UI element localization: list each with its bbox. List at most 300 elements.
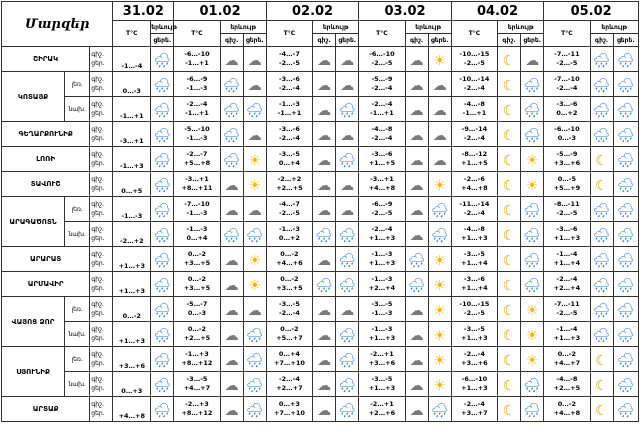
temperature-value: +4…+8 — [113, 397, 151, 422]
temperature-value: +3…+6 — [113, 347, 151, 372]
rain-icon: 🌧 — [523, 102, 542, 119]
night-label: գիշ. — [91, 276, 104, 283]
region-name: ԳԵՂԱՐՔՈՒՆԻՔ — [2, 122, 90, 147]
sun-icon — [243, 172, 266, 197]
temperature-value: -11…-14 -2…-4 — [451, 197, 497, 222]
rain-icon: 🌧 — [523, 402, 542, 419]
moon-icon — [498, 297, 521, 322]
moon-icon: ☾ — [595, 177, 608, 194]
temperature-value: -7…-11 -2…-5 — [544, 297, 590, 322]
phenomenon-header: երևույթ — [313, 21, 359, 34]
rain-icon: 🌧 — [153, 127, 172, 144]
cloud-icon: ☁ — [409, 127, 424, 144]
temperature-value: -1…+3 +8…+12 — [174, 347, 220, 372]
rain-icon: 🌧 — [245, 377, 264, 394]
sun-icon — [428, 297, 451, 322]
rain-icon — [220, 147, 243, 172]
sun-icon — [428, 47, 451, 72]
night-label: գիշ. — [91, 151, 104, 158]
cloud-icon: ☁ — [317, 402, 332, 419]
temperature-value: -7…-10 -1…-3 — [174, 197, 220, 222]
temperature-value: -1…-3 +1…+3 — [359, 322, 405, 347]
night-day-labels — [90, 397, 113, 422]
cloud-icon — [220, 322, 243, 347]
cloud-icon — [243, 297, 266, 322]
temperature-value: -2…+3 +8…+12 — [174, 397, 220, 422]
day-label: ցեր. — [91, 360, 105, 367]
cloud-icon: ☁ — [409, 227, 424, 244]
night-label: գիշ. — [91, 76, 104, 83]
cloud-icon: ☁ — [317, 127, 332, 144]
rain-icon: 🌧 — [523, 202, 542, 219]
temperature-value: 0…-3 — [113, 72, 151, 97]
rain-icon — [405, 272, 428, 297]
region-part: լեռ. — [65, 197, 90, 222]
moon-icon — [498, 147, 521, 172]
rain-icon — [521, 97, 544, 122]
rain-icon: 🌧 — [153, 52, 172, 69]
moon-icon: ☾ — [502, 227, 516, 244]
region-name: ՏԱՎՈՒՇ — [2, 172, 90, 197]
moon-icon: ☾ — [595, 152, 608, 169]
moon-icon — [498, 322, 521, 347]
temperature-value: -1…-3 0…+2 — [266, 222, 312, 247]
rain-icon: 🌧 — [616, 277, 635, 294]
temperature-value: -6…-9 -1…-3 — [174, 72, 220, 97]
date-header: 05.02 — [544, 2, 639, 21]
rain-icon — [336, 347, 359, 372]
sun-icon: ☀ — [248, 177, 262, 194]
temperature-value: -7…-11 -2…-5 — [544, 47, 590, 72]
rain-icon: 🌧 — [616, 227, 635, 244]
rain-icon — [313, 272, 336, 297]
rain-icon: 🌧 — [592, 252, 611, 269]
cloud-icon — [220, 197, 243, 222]
cloud-icon — [313, 347, 336, 372]
date-header: 31.02 — [113, 2, 174, 21]
table-row — [2, 122, 639, 147]
cloud-icon — [336, 197, 359, 222]
region-part: լեռ. — [65, 297, 90, 322]
rain-icon — [243, 397, 266, 422]
temperature-value: -2…-4 +3…+7 — [451, 397, 497, 422]
region-part: նախ. — [65, 322, 90, 347]
night-day-labels — [90, 72, 113, 97]
table-row — [2, 372, 639, 397]
sun-icon: ☀ — [248, 152, 262, 169]
day-label: ցեր. — [91, 285, 105, 292]
cloud-icon: ☁ — [432, 77, 447, 94]
cloud-icon — [405, 222, 428, 247]
rain-icon: 🌧 — [315, 277, 333, 294]
rain-icon — [336, 247, 359, 272]
temperature-value: 0…-2 +3…+5 — [174, 272, 220, 297]
moon-icon: ☾ — [502, 377, 516, 394]
cloud-icon: ☁ — [224, 202, 239, 219]
cloud-icon: ☁ — [247, 52, 262, 69]
rain-icon: 🌧 — [616, 202, 635, 219]
day-label: ցեր. — [91, 60, 105, 67]
cloud-icon — [521, 47, 544, 72]
day-subheader: ցերե. — [151, 34, 174, 47]
temperature-value: +1…+3 — [113, 322, 151, 347]
sun-icon: ☀ — [525, 327, 539, 344]
cloud-icon — [220, 172, 243, 197]
cloud-icon — [243, 47, 266, 72]
rain-icon: 🌧 — [153, 302, 172, 319]
temperature-value: -1…-4 — [113, 47, 151, 72]
rain-icon: 🌧 — [315, 227, 333, 244]
phenomenon-header: երևույթ — [498, 21, 544, 34]
region-name: ԱՐՏԱՔ — [2, 397, 90, 422]
rain-icon — [590, 222, 613, 247]
rain-icon — [151, 372, 174, 397]
temperature-value: 0…-2 +4…+6 — [266, 247, 312, 272]
rain-icon: 🌧 — [616, 302, 635, 319]
temperature-value: -5…-7 0…-3 — [174, 297, 220, 322]
temperature-value: -5…-9 +3…+6 — [544, 147, 590, 172]
rain-icon — [243, 347, 266, 372]
sun-icon: ☀ — [433, 52, 446, 69]
temperature-value: -2…-4 -1…+1 — [359, 97, 405, 122]
rain-icon: 🌧 — [338, 277, 357, 294]
sun-icon — [428, 272, 451, 297]
temperature-value: -6…-10 -1…+1 — [174, 47, 220, 72]
day-label: ցեր. — [91, 160, 105, 167]
cloud-icon: ☁ — [224, 302, 239, 319]
temperature-value: -1…-3 -1…+1 — [266, 97, 312, 122]
cloud-icon — [405, 97, 428, 122]
day-label: ցեր. — [91, 310, 105, 317]
rain-icon: 🌧 — [338, 402, 357, 419]
cloud-icon: ☁ — [340, 302, 355, 319]
rain-icon: 🌧 — [338, 152, 357, 169]
temp-header: T°C — [266, 21, 312, 47]
moon-icon — [498, 222, 521, 247]
cloud-icon: ☁ — [247, 302, 262, 319]
rain-icon: 🌧 — [245, 327, 264, 344]
temperature-value: -1…-3 +1…+3 — [359, 247, 405, 272]
temperature-value: -4…-8 -1…+1 — [451, 97, 497, 122]
rain-icon: 🌧 — [523, 77, 542, 94]
rain-icon: 🌧 — [245, 227, 264, 244]
rain-icon: 🌧 — [222, 77, 241, 94]
sun-icon: ☀ — [525, 177, 539, 194]
day-label: ցեր. — [91, 235, 105, 242]
day-label: ցեր. — [91, 85, 105, 92]
night-subheader: գիշ. — [405, 34, 428, 47]
rain-icon: 🌧 — [222, 227, 241, 244]
cloud-icon — [220, 372, 243, 397]
rain-icon — [336, 322, 359, 347]
night-day-labels — [90, 172, 113, 197]
day-subheader: ցերե. — [521, 34, 544, 47]
night-label: գիշ. — [91, 351, 104, 358]
cloud-icon: ☁ — [409, 52, 424, 69]
sun-icon: ☀ — [433, 327, 446, 344]
rain-icon: 🌧 — [338, 252, 357, 269]
temperature-value: -2…-4 +1…+3 — [359, 222, 405, 247]
day-subheader: ցերե. — [428, 34, 451, 47]
rain-icon — [151, 72, 174, 97]
cloud-icon: ☁ — [224, 277, 239, 294]
temperature-value: -1…-3 +2…+4 — [359, 272, 405, 297]
rain-icon — [151, 247, 174, 272]
sun-icon — [521, 147, 544, 172]
day-subheader: ցերե. — [336, 34, 359, 47]
rain-icon — [613, 322, 638, 347]
cloud-icon: ☁ — [340, 177, 355, 194]
rain-icon: 🌧 — [592, 202, 611, 219]
sun-icon: ☀ — [525, 302, 539, 319]
phenomenon-header: երևույթ — [220, 21, 266, 34]
moon-icon: ☾ — [595, 377, 608, 394]
night-label: գիշ. — [91, 376, 104, 383]
cloud-icon: ☁ — [432, 102, 447, 119]
rain-icon: 🌧 — [592, 102, 611, 119]
rain-icon: 🌧 — [222, 127, 241, 144]
table-row — [2, 72, 639, 97]
rain-icon: 🌧 — [430, 227, 449, 244]
cloud-icon: ☁ — [409, 377, 424, 394]
temperature-value: -1…+3 — [113, 147, 151, 172]
rain-icon: 🌧 — [338, 377, 357, 394]
temperature-value: -7…-10 -2…-4 — [544, 72, 590, 97]
moon-icon: ☾ — [502, 327, 516, 344]
cloud-icon — [313, 322, 336, 347]
temp-header: T°C — [451, 21, 497, 47]
day-label: ցեր. — [91, 210, 105, 217]
rain-icon: 🌧 — [592, 327, 611, 344]
temperature-value: -3…-6 -2…-4 — [266, 72, 312, 97]
cloud-icon: ☁ — [340, 77, 355, 94]
cloud-icon: ☁ — [340, 127, 355, 144]
temperature-value: -3…-6 0…+2 — [544, 97, 590, 122]
rain-icon — [151, 272, 174, 297]
cloud-icon: ☁ — [224, 177, 239, 194]
rain-icon: 🌧 — [245, 102, 264, 119]
cloud-icon: ☁ — [409, 402, 424, 419]
temperature-value: -1…-3 0…+4 — [174, 222, 220, 247]
cloud-icon: ☁ — [247, 77, 262, 94]
temperature-value: -8…-12 +1…+5 — [451, 147, 497, 172]
rain-icon — [613, 297, 638, 322]
cloud-icon: ☁ — [409, 302, 424, 319]
cloud-icon — [220, 397, 243, 422]
table-row — [2, 47, 639, 72]
night-day-labels — [90, 347, 113, 372]
temperature-value: +1…+3 — [113, 247, 151, 272]
cloud-icon: ☁ — [409, 327, 424, 344]
rain-icon — [313, 222, 336, 247]
temperature-value: -6…-9 -2…-5 — [359, 197, 405, 222]
cloud-icon: ☁ — [317, 352, 332, 369]
cloud-icon — [428, 97, 451, 122]
rain-icon — [521, 397, 544, 422]
cloud-icon — [313, 147, 336, 172]
rain-icon: 🌧 — [616, 152, 635, 169]
rain-icon — [151, 297, 174, 322]
rain-icon — [590, 272, 613, 297]
night-day-labels — [90, 372, 113, 397]
cloud-icon: ☁ — [317, 302, 332, 319]
rain-icon — [151, 347, 174, 372]
cloud-icon — [405, 72, 428, 97]
temperature-value: -2…-4 +2…+4 — [544, 272, 590, 297]
rain-icon: 🌧 — [430, 402, 449, 419]
temperature-value: -5…-9 -2…-4 — [359, 72, 405, 97]
cloud-icon — [313, 297, 336, 322]
rain-icon — [336, 397, 359, 422]
moon-icon — [498, 197, 521, 222]
region-part: նախ. — [65, 372, 90, 397]
temperature-value: -2…-4 +2…+7 — [266, 372, 312, 397]
night-subheader: գիշ. — [313, 34, 336, 47]
sun-icon: ☀ — [433, 177, 446, 194]
rain-icon: 🌧 — [592, 227, 611, 244]
night-day-labels — [90, 297, 113, 322]
night-label: գիշ. — [91, 226, 104, 233]
cloud-icon: ☁ — [409, 177, 424, 194]
cloud-icon — [405, 147, 428, 172]
date-header: 03.02 — [359, 2, 451, 21]
moon-icon: ☾ — [502, 302, 516, 319]
cloud-icon: ☁ — [340, 202, 355, 219]
rain-icon: 🌧 — [153, 252, 172, 269]
rain-icon — [151, 197, 174, 222]
rain-icon — [428, 397, 451, 422]
cloud-icon: ☁ — [409, 77, 424, 94]
cloud-icon: ☁ — [409, 152, 424, 169]
sun-icon — [428, 247, 451, 272]
rain-icon — [521, 197, 544, 222]
moon-icon — [498, 47, 521, 72]
night-subheader: գիշ. — [220, 34, 243, 47]
temperature-value: -1…-4 +1…+4 — [544, 247, 590, 272]
temperature-value: -3…-6 +1…+4 — [451, 272, 497, 297]
moon-icon — [498, 97, 521, 122]
rain-icon: 🌧 — [616, 252, 635, 269]
table-row — [2, 172, 639, 197]
rain-icon: 🌧 — [153, 352, 172, 369]
rain-icon — [521, 222, 544, 247]
moon-icon — [498, 122, 521, 147]
temperature-value: 0…-2 +4…+7 — [544, 347, 590, 372]
moon-icon — [498, 347, 521, 372]
sun-icon — [243, 247, 266, 272]
temp-header: T°C — [113, 21, 151, 47]
date-header: 01.02 — [174, 2, 266, 21]
cloud-icon: ☁ — [317, 327, 332, 344]
rain-icon: 🌧 — [616, 352, 635, 369]
table-row — [2, 297, 639, 322]
rain-icon — [243, 222, 266, 247]
night-label: գիշ. — [91, 51, 104, 58]
temperature-value: -3…-6 +1…+3 — [544, 222, 590, 247]
cloud-icon — [313, 72, 336, 97]
rain-icon — [613, 97, 638, 122]
cloud-icon: ☁ — [317, 152, 332, 169]
regions-header: Մարզեր — [2, 2, 113, 47]
rain-icon — [428, 222, 451, 247]
moon-icon: ☾ — [502, 277, 516, 294]
temperature-value: -3…-5 +4…+7 — [174, 372, 220, 397]
rain-icon — [590, 322, 613, 347]
cloud-icon — [336, 122, 359, 147]
cloud-icon — [428, 122, 451, 147]
night-subheader: գիշ. — [590, 34, 613, 47]
rain-icon: 🌧 — [592, 127, 611, 144]
rain-icon: 🌧 — [153, 227, 172, 244]
cloud-icon — [313, 47, 336, 72]
temperature-value: -4…-7 -2…-5 — [266, 197, 312, 222]
cloud-icon — [220, 47, 243, 72]
moon-icon: ☾ — [502, 252, 516, 269]
temperature-value: -2…-4 -1…+1 — [174, 97, 220, 122]
night-day-labels — [90, 47, 113, 72]
temperature-value: -6…-10 +1…+3 — [451, 372, 497, 397]
cloud-icon — [428, 72, 451, 97]
phenomenon-header: երևույթ — [590, 21, 639, 34]
moon-icon: ☾ — [502, 402, 516, 419]
temperature-value: -2…+1 +2…+6 — [359, 397, 405, 422]
temperature-value: -9…-14 -2…-4 — [451, 122, 497, 147]
rain-icon — [151, 47, 174, 72]
rain-icon — [521, 372, 544, 397]
sun-icon: ☀ — [433, 352, 446, 369]
rain-icon — [521, 272, 544, 297]
rain-icon: 🌧 — [523, 277, 542, 294]
temperature-value: +1…+3 — [113, 272, 151, 297]
rain-icon — [613, 247, 638, 272]
rain-icon — [613, 72, 638, 97]
sun-icon: ☀ — [433, 302, 446, 319]
cloud-icon: ☁ — [409, 202, 424, 219]
sun-icon: ☀ — [525, 352, 539, 369]
moon-icon: ☾ — [502, 177, 516, 194]
rain-icon — [220, 72, 243, 97]
rain-icon: 🌧 — [153, 327, 172, 344]
cloud-icon: ☁ — [317, 77, 332, 94]
sun-icon — [243, 272, 266, 297]
table-row — [2, 147, 639, 172]
cloud-icon: ☁ — [317, 102, 332, 119]
night-day-labels — [90, 247, 113, 272]
rain-icon — [590, 47, 613, 72]
rain-icon: 🌧 — [153, 202, 172, 219]
rain-icon: 🌧 — [153, 177, 172, 194]
rain-icon: 🌧 — [338, 102, 357, 119]
rain-icon — [521, 72, 544, 97]
rain-icon — [151, 97, 174, 122]
rain-icon: 🌧 — [616, 77, 635, 94]
cloud-icon — [313, 197, 336, 222]
moon-icon: ☾ — [502, 77, 516, 94]
temperature-value: 0…+4 +7…+10 — [266, 347, 312, 372]
sun-icon — [428, 172, 451, 197]
cloud-icon — [220, 347, 243, 372]
cloud-icon: ☁ — [525, 52, 540, 69]
night-day-labels — [90, 147, 113, 172]
moon-icon — [498, 172, 521, 197]
table-row — [2, 97, 639, 122]
rain-icon — [336, 222, 359, 247]
moon-icon: ☾ — [502, 102, 516, 119]
rain-icon — [613, 222, 638, 247]
rain-icon — [243, 97, 266, 122]
cloud-icon — [220, 247, 243, 272]
temperature-value: 0…-2 +5…+7 — [266, 322, 312, 347]
